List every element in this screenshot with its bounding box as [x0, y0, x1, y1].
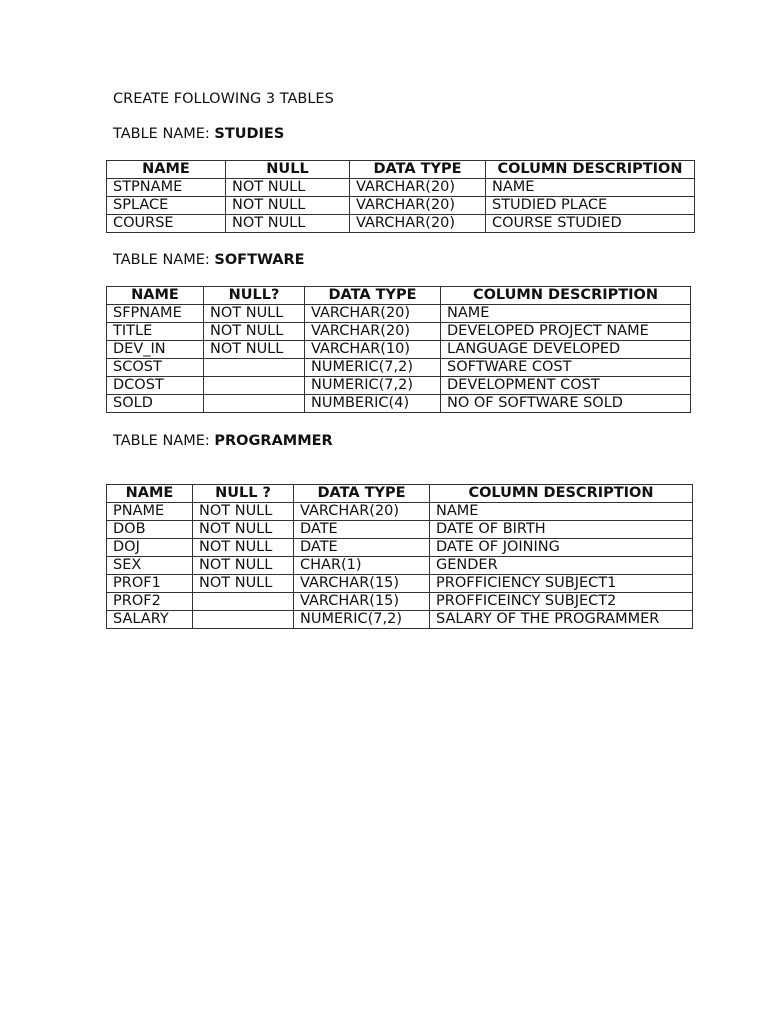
cell-null: NOT NULL: [193, 503, 294, 521]
cell-name: DOJ: [107, 539, 193, 557]
column-header-null: NULL: [226, 161, 350, 179]
table-row: [107, 377, 691, 395]
cell-name: SOLD: [107, 395, 204, 413]
cell-null: [193, 593, 294, 611]
table-row: [107, 305, 691, 323]
cell-description: STUDIED PLACE: [486, 197, 695, 215]
column-header-name: NAME: [107, 287, 204, 305]
cell-null: [204, 377, 305, 395]
table-header-row: [107, 485, 693, 503]
cell-name: PNAME: [107, 503, 193, 521]
cell-name: DEV_IN: [107, 341, 204, 359]
cell-data-type: DATE: [294, 539, 430, 557]
table-name-programmer: PROGRAMMER: [214, 433, 333, 449]
cell-description: SALARY OF THE PROGRAMMER: [430, 611, 693, 629]
column-header-description: COLUMN DESCRIPTION: [441, 287, 691, 305]
table-name-software: SOFTWARE: [214, 252, 305, 268]
cell-description: SOFTWARE COST: [441, 359, 691, 377]
column-header-name: NAME: [107, 485, 193, 503]
table-row: [107, 323, 691, 341]
cell-description: NAME: [486, 179, 695, 197]
cell-data-type: VARCHAR(20): [350, 215, 486, 233]
cell-null: NOT NULL: [226, 215, 350, 233]
cell-description: COURSE STUDIED: [486, 215, 695, 233]
table-row: [107, 557, 693, 575]
table-row: [107, 539, 693, 557]
cell-null: [193, 611, 294, 629]
cell-null: NOT NULL: [193, 539, 294, 557]
cell-name: SFPNAME: [107, 305, 204, 323]
cell-null: NOT NULL: [226, 197, 350, 215]
column-header-null: NULL ?: [193, 485, 294, 503]
cell-name: SPLACE: [107, 197, 226, 215]
cell-data-type: NUMERIC(7,2): [305, 359, 441, 377]
column-header-name: NAME: [107, 161, 226, 179]
table-header-row: [107, 161, 695, 179]
cell-description: DEVELOPMENT COST: [441, 377, 691, 395]
column-header-data-type: DATA TYPE: [305, 287, 441, 305]
table-row: [107, 521, 693, 539]
software-table: [106, 286, 691, 413]
cell-name: STPNAME: [107, 179, 226, 197]
cell-description: LANGUAGE DEVELOPED: [441, 341, 691, 359]
cell-data-type: DATE: [294, 521, 430, 539]
column-header-description: COLUMN DESCRIPTION: [486, 161, 695, 179]
cell-data-type: VARCHAR(20): [305, 305, 441, 323]
table-row: [107, 593, 693, 611]
table-row: [107, 611, 693, 629]
cell-data-type: VARCHAR(10): [305, 341, 441, 359]
table-row: [107, 575, 693, 593]
cell-name: DOB: [107, 521, 193, 539]
table-name-label: TABLE NAME:: [113, 126, 215, 142]
table-row: [107, 215, 695, 233]
cell-name: SALARY: [107, 611, 193, 629]
cell-null: NOT NULL: [226, 179, 350, 197]
cell-name: PROF2: [107, 593, 193, 611]
cell-data-type: NUMERIC(7,2): [294, 611, 430, 629]
table-row: [107, 503, 693, 521]
table-name-studies: STUDIES: [214, 126, 285, 142]
intro-text: CREATE FOLLOWING 3 TABLES: [113, 91, 334, 107]
cell-data-type: VARCHAR(20): [350, 179, 486, 197]
cell-description: NAME: [430, 503, 693, 521]
cell-description: DATE OF JOINING: [430, 539, 693, 557]
cell-null: NOT NULL: [204, 341, 305, 359]
cell-null: NOT NULL: [193, 557, 294, 575]
cell-data-type: NUMBERIC(4): [305, 395, 441, 413]
cell-null: [204, 359, 305, 377]
cell-description: PROFFICEINCY SUBJECT2: [430, 593, 693, 611]
cell-null: NOT NULL: [204, 305, 305, 323]
cell-data-type: VARCHAR(20): [294, 503, 430, 521]
cell-description: DEVELOPED PROJECT NAME: [441, 323, 691, 341]
cell-description: PROFFICIENCY SUBJECT1: [430, 575, 693, 593]
cell-name: TITLE: [107, 323, 204, 341]
table-row: [107, 359, 691, 377]
table-row: [107, 395, 691, 413]
cell-data-type: CHAR(1): [294, 557, 430, 575]
cell-data-type: VARCHAR(15): [294, 593, 430, 611]
column-header-data-type: DATA TYPE: [294, 485, 430, 503]
cell-data-type: VARCHAR(20): [305, 323, 441, 341]
table-row: [107, 197, 695, 215]
cell-description: NAME: [441, 305, 691, 323]
cell-name: DCOST: [107, 377, 204, 395]
cell-name: SCOST: [107, 359, 204, 377]
cell-data-type: VARCHAR(20): [350, 197, 486, 215]
table-row: [107, 179, 695, 197]
cell-null: NOT NULL: [193, 575, 294, 593]
cell-null: NOT NULL: [204, 323, 305, 341]
cell-name: SEX: [107, 557, 193, 575]
table-name-label: TABLE NAME:: [113, 252, 215, 268]
column-header-description: COLUMN DESCRIPTION: [430, 485, 693, 503]
cell-description: GENDER: [430, 557, 693, 575]
studies-table: [106, 160, 695, 233]
cell-null: NOT NULL: [193, 521, 294, 539]
table-header-row: [107, 287, 691, 305]
table-heading-software: [113, 251, 305, 269]
cell-name: COURSE: [107, 215, 226, 233]
cell-data-type: NUMERIC(7,2): [305, 377, 441, 395]
column-header-data-type: DATA TYPE: [350, 161, 486, 179]
table-heading-studies: [113, 125, 284, 143]
table-row: [107, 341, 691, 359]
cell-description: DATE OF BIRTH: [430, 521, 693, 539]
cell-null: [204, 395, 305, 413]
programmer-table: [106, 484, 693, 629]
cell-data-type: VARCHAR(15): [294, 575, 430, 593]
table-name-label: TABLE NAME:: [113, 433, 215, 449]
cell-description: NO OF SOFTWARE SOLD: [441, 395, 691, 413]
table-heading-programmer: [113, 432, 333, 450]
cell-name: PROF1: [107, 575, 193, 593]
column-header-null: NULL?: [204, 287, 305, 305]
